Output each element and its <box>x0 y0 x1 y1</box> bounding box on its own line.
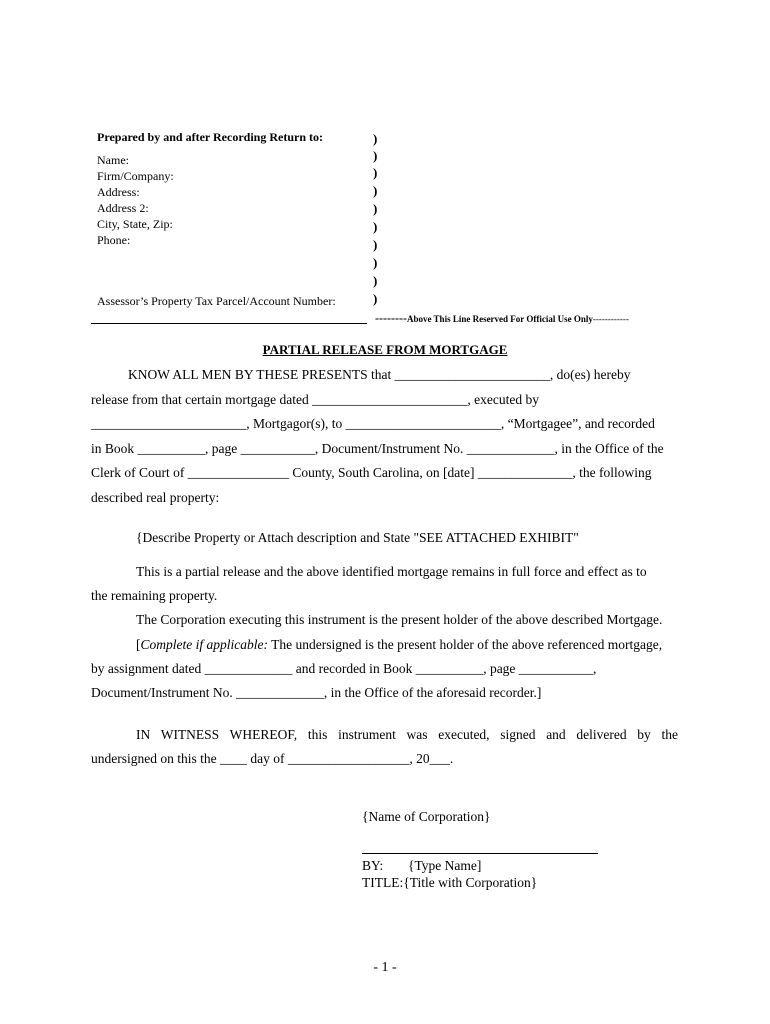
release-line-5: Clerk of Court of _______________ County, South Carolina, on [date] ______________, the following <box>91 465 652 480</box>
assignment-line-1-text: The undersigned is the present holder of the above referenced mortgage, <box>267 637 663 652</box>
release-line-2: release from that certain mortgage dated _______________________, executed by <box>91 392 539 407</box>
complete-if-applicable-label: Complete if applicable: <box>140 637 268 652</box>
witness-line-1-text: IN WITNESS WHEREOF, this instrument was executed, signed and delivered by the <box>136 727 678 742</box>
witness-line-1 <box>136 727 678 743</box>
signature-by-row <box>362 858 481 874</box>
describe-property-instruction: {Describe Property or Attach description and State "SEE ATTACHED EXHIBIT" <box>136 530 579 545</box>
bracket-mark: ) <box>373 255 378 270</box>
release-line-3: _______________________, Mortgagor(s), to _______________________, “Mortgagee”, and recorded <box>91 416 655 431</box>
corporation-holder-statement: The Corporation executing this instrument is the present holder of the above described Mortgage. <box>136 612 663 627</box>
release-line-6: described real property: <box>91 490 220 505</box>
bracket-mark: ) <box>373 148 378 163</box>
assessor-parcel-label: Assessor’s Property Tax Parcel/Account Number: <box>97 294 336 308</box>
assignment-line-3: Document/Instrument No. _____________, in the Office of the aforesaid recorder.] <box>91 685 542 700</box>
assignment-line-1 <box>136 637 662 653</box>
reserved-text: Above This Line Reserved For Official Use Only <box>406 314 593 324</box>
signature-title-row <box>362 875 537 891</box>
assignment-line-2: by assignment dated _____________ and recorded in Book __________, page ___________, <box>91 661 597 676</box>
address2-field-label: Address 2: <box>97 201 149 215</box>
bracket-mark: ) <box>373 273 378 288</box>
phone-field-label: Phone: <box>97 233 131 247</box>
signature-line <box>362 853 598 854</box>
bracket-mark: ) <box>373 201 378 216</box>
recording-separator-line <box>91 323 367 324</box>
reserved-dashes: -------- <box>375 311 407 325</box>
witness-line-2: undersigned on this the ____ day of __________________, 20___. <box>91 751 454 766</box>
bracket-mark: ) <box>373 237 378 252</box>
name-field-label: Name: <box>97 153 129 167</box>
document-title: PARTIAL RELEASE FROM MORTGAGE <box>262 342 508 357</box>
reserved-tail: ------------ <box>592 314 629 324</box>
release-line-1: KNOW ALL MEN BY THESE PRESENTS that _______________________, do(es) hereby <box>128 367 631 382</box>
firm-field-label: Firm/Company: <box>97 169 174 183</box>
address-field-label: Address: <box>97 185 140 199</box>
by-name-placeholder: {Type Name] <box>408 858 482 873</box>
bracket-mark: ) <box>373 183 378 198</box>
by-label: BY: <box>362 858 384 873</box>
partial-release-line-2: the remaining property. <box>91 588 218 603</box>
bracket-mark: ) <box>373 165 378 180</box>
official-use-notice <box>375 311 629 326</box>
title-label: TITLE: <box>362 875 404 890</box>
page-number: - 1 - <box>373 960 397 975</box>
release-line-4: in Book __________, page ___________, Document/Instrument No. _____________, in the Office of the <box>91 441 664 456</box>
corporation-name-placeholder: {Name of Corporation} <box>362 809 491 824</box>
title-placeholder: {Title with Corporation} <box>403 875 538 890</box>
city-state-zip-field-label: City, State, Zip: <box>97 217 173 231</box>
partial-release-line-1: This is a partial release and the above identified mortgage remains in full force and effect as to <box>136 564 647 579</box>
bracket-mark: ) <box>373 291 378 306</box>
prepared-by-heading: Prepared by and after Recording Return to: <box>97 130 323 144</box>
bracket-mark: ) <box>373 131 378 146</box>
open-bracket: [ <box>136 637 141 652</box>
bracket-mark: ) <box>373 219 378 234</box>
